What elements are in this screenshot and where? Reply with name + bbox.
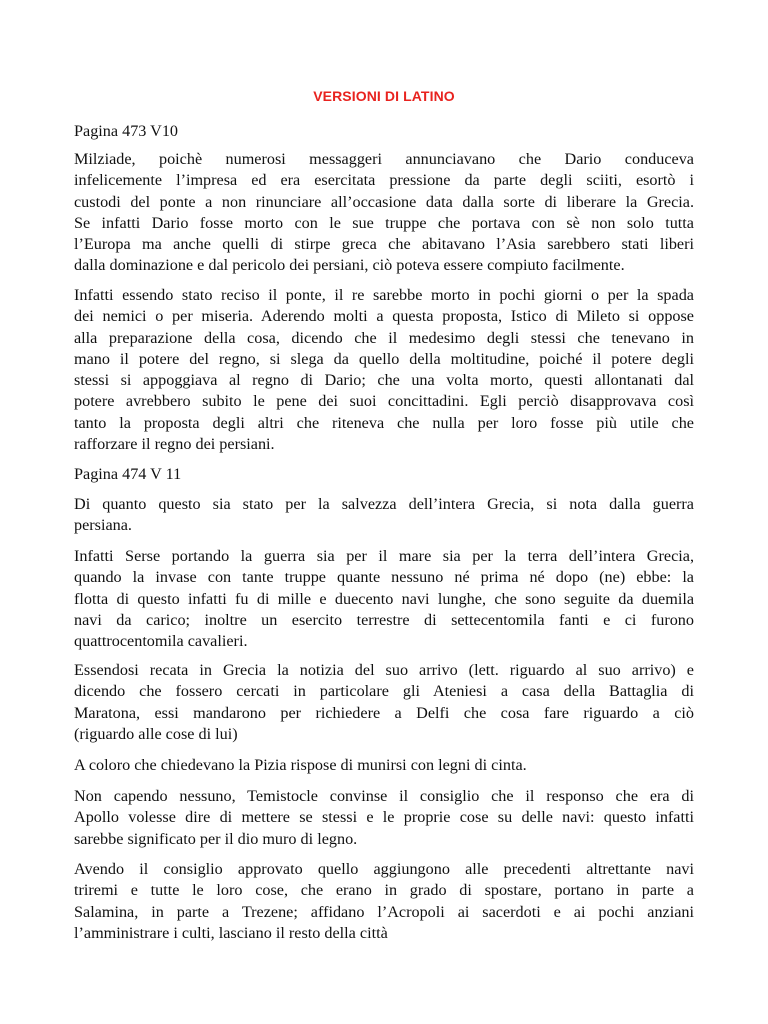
paragraph-line: dicendo che fossero cercati in particolare gli Ateniesi a casa della Battaglia di — [74, 682, 694, 701]
paragraph-line: Milziade, poichè numerosi messaggeri annunciavano che Dario conduceva — [74, 150, 694, 168]
document-title: VERSIONI DI LATINO — [313, 88, 455, 104]
paragraph-1 — [74, 149, 694, 277]
paragraph-line: alla preparazione della cosa, dicendo che il medesimo degli stessi che tenevano in — [74, 328, 694, 347]
paragraph-line: Apollo volesse dire di mettere se stessi e le proprie cose su delle navi: questo infatti — [74, 808, 694, 827]
paragraph-line: triremi e tutte le loro cose, che erano in grado di spostare, portano in parte a — [74, 881, 694, 900]
paragraph-line: Maratona, essi mandarono per richiedere a Delfi che cosa fare riguardo a ciò — [74, 703, 694, 722]
paragraph-2 — [74, 285, 694, 455]
paragraph-line: Essendosi recata in Grecia la notizia del suo arrivo (lett. riguardo al suo arrivo) e — [74, 661, 694, 679]
paragraph-6 — [74, 755, 694, 776]
paragraph-5 — [74, 660, 694, 745]
paragraph-line: Infatti essendo stato reciso il ponte, il re sarebbe morto in pochi giorni o per la spada — [74, 286, 694, 304]
paragraph-line: Di quanto questo sia stato per la salvezza dell’intera Grecia, si nota dalla guerra — [74, 495, 694, 513]
paragraph-line: dei nemici o per miseria. Aderendo molti a questa proposta, Istico di Mileto si oppose — [74, 307, 694, 326]
paragraph-line: (riguardo alle cose di lui) — [74, 724, 238, 743]
paragraph-line: dalla dominazione e dal pericolo dei persiani, ciò poteva essere compiuto facilmente. — [74, 256, 625, 275]
paragraph-line: navi da carico; inoltre un esercito terrestre di settecentomila fanti e ci furono — [74, 610, 694, 629]
paragraph-line: stessi si appoggiava al regno di Dario; che una volta morto, questi allontanati dal — [74, 371, 694, 390]
paragraph-line: Se infatti Dario fosse morto con le sue truppe che portava con sè non solo tutta — [74, 213, 694, 232]
paragraph-line: l’Europa ma anche quelli di stirpe greca che abitavano l’Asia sarebbero stati liberi — [74, 235, 694, 254]
paragraph-line: infelicemente l’impresa ed era esercitata pressione da parte degli sciiti, esortò i — [74, 171, 694, 190]
section-heading-pagina-474: Pagina 474 V 11 — [74, 465, 182, 483]
paragraph-line: sarebbe significato per il dio muro di legno. — [74, 829, 358, 848]
paragraph-line: mano il potere del regno, si slega da quello della moltitudine, poiché il potere degli — [74, 349, 694, 368]
paragraph-line: quando la invase con tante truppe quante nessuno né prima né dopo (ne) ebbe: la — [74, 568, 694, 587]
paragraph-line: quattrocentomila cavalieri. — [74, 632, 248, 651]
paragraph-8 — [74, 859, 694, 944]
paragraph-line: rafforzare il regno dei persiani. — [74, 435, 275, 454]
paragraph-line: tanto la proposta degli altri che riteneva che nulla per loro fosse più utile che — [74, 413, 694, 432]
paragraph-line: A coloro che chiedevano la Pizia rispose di munirsi con legni di cinta. — [74, 756, 527, 774]
paragraph-line: persiana. — [74, 516, 132, 535]
paragraph-line: Salamina, in parte a Trezene; affidano l’Acropoli ai sacerdoti e ai pochi anziani — [74, 902, 694, 921]
paragraph-4 — [74, 546, 694, 652]
paragraph-3 — [74, 494, 694, 537]
paragraph-7 — [74, 786, 694, 850]
paragraph-line: l’amministrare i culti, lasciano il resto della città — [74, 923, 388, 942]
section-heading-pagina-473: Pagina 473 V10 — [74, 122, 179, 140]
paragraph-line: custodi del ponte a non rinunciare all’occasione data dalla sorte di liberare la Grecia. — [74, 192, 694, 211]
document-page — [74, 0, 694, 1024]
paragraph-line: flotta di questo infatti fu di mille e duecento navi lunghe, che sono seguite da duemila — [74, 589, 694, 608]
paragraph-line: potere avrebbero subito le pene dei suoi concittadini. Egli perciò disapprovava così — [74, 392, 694, 411]
paragraph-line: Non capendo nessuno, Temistocle convinse il consiglio che il responso che era di — [74, 787, 694, 805]
paragraph-line: Avendo il consiglio approvato quello aggiungono alle precedenti altrettante navi — [74, 860, 694, 878]
paragraph-line: Infatti Serse portando la guerra sia per il mare sia per la terra dell’intera Grecia, — [74, 547, 694, 565]
